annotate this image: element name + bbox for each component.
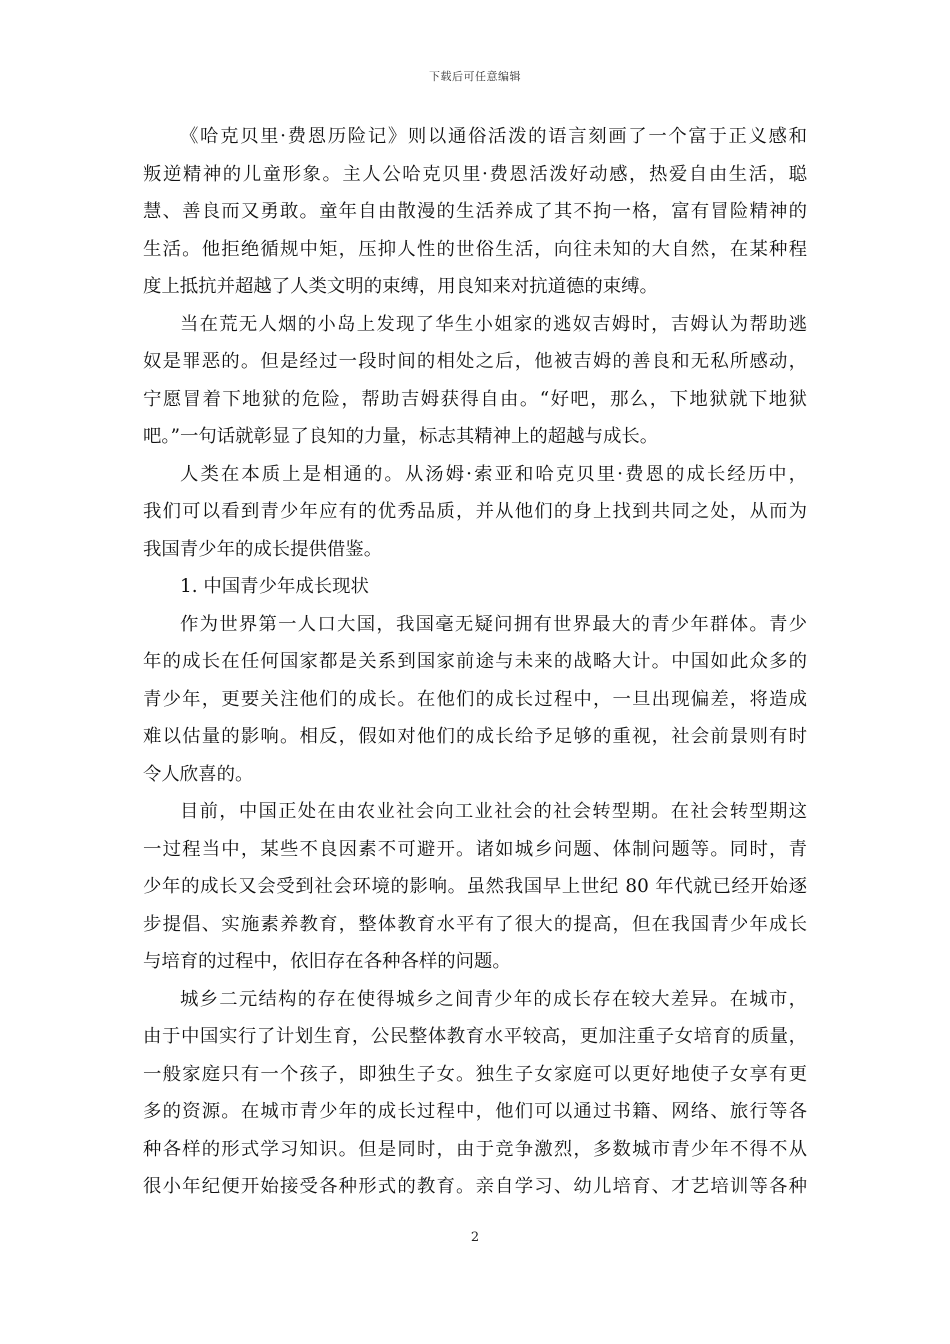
body-text [143,118,807,1206]
paragraph-line: 吧。”一句话就彰显了良知的力量，标志其精神上的超越与成长。 [143,426,659,447]
paragraph-line: 生活。他拒绝循规中矩，压抑人性的世俗生活，向往未知的大自然，在某种程 [143,238,807,260]
paragraph-line: 与培育的过程中，依旧存在各种各样的问题。 [143,951,511,972]
paragraph-line: 令人欣喜的。 [143,763,254,785]
paragraph-line: 步提倡、实施素养教育，整体教育水平有了很大的提高，但在我国青少年成长 [143,913,807,935]
paragraph-line: 一般家庭只有一个孩子，即独生子女。独生子女家庭可以更好地使子女享有更 [143,1063,807,1085]
paragraph-line: 慧、善良而又勇敢。童年自由散漫的生活养成了其不拘一格，富有冒险精神的 [143,201,807,222]
paragraph-line: 多的资源。在城市青少年的成长过程中，他们可以通过书籍、网络、旅行等各 [143,1101,807,1122]
paragraph-line: 青少年，更要关注他们的成长。在他们的成长过程中，一旦出现偏差，将造成 [143,688,807,710]
paragraph-line: 奴是罪恶的。但是经过一段时间的相处之后，他被吉姆的善良和无私所感动， [143,351,807,372]
paragraph-line: 一过程当中，某些不良因素不可避开。诸如城乡问题、体制问题等。同时，青 [143,838,807,860]
paragraph-line: 很小年纪便开始接受各种形式的教育。亲自学习、幼儿培育、才艺培训等各种 [143,1176,807,1197]
paragraph-line: 少年的成长又会受到社会环境的影响。虽然我国早上世纪 80 年代就已经开始逐 [143,876,807,897]
section-heading: 1. 中国青少年成长现状 [180,576,369,597]
paragraph-line: 难以估量的影响。相反，假如对他们的成长给予足够的重视，社会前景则有时 [143,726,807,747]
page-number: 2 [470,1230,480,1245]
paragraph-line: 《哈克贝里·费恩历险记》则以通俗活泼的语言刻画了一个富于正义感和 [180,126,807,147]
paragraph-line: 作为世界第一人口大国，我国毫无疑问拥有世界最大的青少年群体。青少 [180,613,807,635]
paragraph-line: 人类在本质上是相通的。从汤姆·索亚和哈克贝里·费恩的成长经历中， [180,463,807,485]
paragraph-line: 我们可以看到青少年应有的优秀品质，并从他们的身上找到共同之处，从而为 [143,501,807,522]
paragraph-line: 我国青少年的成长提供借鉴。 [143,538,383,560]
page-header: 下载后可任意编辑 [429,70,521,83]
paragraph-line: 叛逆精神的儿童形象。主人公哈克贝里·费恩活泼好动感，热爱自由生活，聪 [143,163,807,185]
paragraph-line: 宁愿冒着下地狱的危险，帮助吉姆获得自由。“好吧，那么，下地狱就下地狱 [143,388,807,410]
paragraph-line: 由于中国实行了计划生育，公民整体教育水平较高，更加注重子女培育的质量， [143,1026,807,1047]
paragraph-line: 种各样的形式学习知识。但是同时，由于竞争激烈，多数城市青少年不得不从 [143,1138,807,1160]
paragraph-line: 当在荒无人烟的小岛上发现了华生小姐家的逃奴吉姆时，吉姆认为帮助逃 [180,313,807,335]
paragraph-line: 度上抵抗并超越了人类文明的束缚，用良知来对抗道德的束缚。 [143,276,658,297]
paragraph-line: 目前，中国正处在由农业社会向工业社会的社会转型期。在社会转型期这 [180,801,807,822]
paragraph-line: 城乡二元结构的存在使得城乡之间青少年的成长存在较大差异。在城市， [180,988,807,1010]
paragraph-line: 年的成长在任何国家都是关系到国家前途与未来的战略大计。中国如此众多的 [143,651,807,672]
